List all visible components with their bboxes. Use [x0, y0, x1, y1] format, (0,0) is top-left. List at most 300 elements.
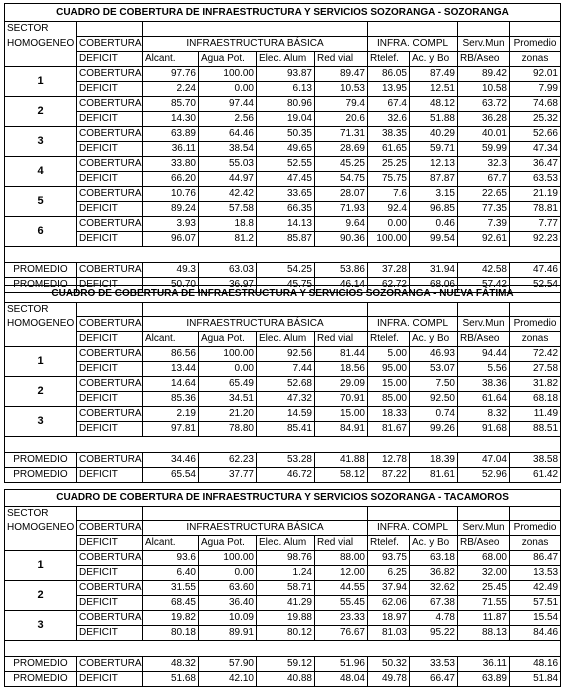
cell-elec-alum: 47.45 [257, 172, 315, 187]
cell-agua-pot: 63.60 [199, 581, 257, 596]
cell-ac-y-bo: 36.82 [410, 566, 458, 581]
cell-promedio-zonas: 15.54 [510, 611, 561, 626]
cell-alcant: 19.82 [143, 611, 199, 626]
cell-rtelef: 85.00 [368, 392, 410, 407]
table-row [5, 172, 561, 187]
cell-alcant: 93.6 [143, 551, 199, 566]
row-type: DEFICIT [77, 232, 143, 247]
header-zonas: zonas [510, 536, 561, 551]
table-row [5, 217, 561, 232]
cell-rtelef: 62.06 [368, 596, 410, 611]
cell-elec-alum: 53.28 [257, 453, 315, 468]
header-alcant: Alcant. [143, 332, 199, 347]
table-row [5, 67, 561, 82]
cell-rtelef: 18.97 [368, 611, 410, 626]
cell-agua-pot: 37.77 [199, 468, 257, 483]
cell-promedio-zonas: 31.82 [510, 377, 561, 392]
blank-row [5, 641, 561, 657]
cell-red-vial: 90.36 [315, 232, 368, 247]
cell-red-vial: 71.31 [315, 127, 368, 142]
cell-alcant: 31.55 [143, 581, 199, 596]
cell-rtelef: 37.28 [368, 263, 410, 278]
cell-rb-aseo: 5.56 [458, 362, 510, 377]
cell-promedio-zonas: 78.81 [510, 202, 561, 217]
table-row [5, 422, 561, 437]
cell-elec-alum: 93.87 [257, 67, 315, 82]
cell-elec-alum: 14.13 [257, 217, 315, 232]
sector-number: 2 [5, 581, 77, 611]
cell-ac-y-bo: 31.94 [410, 263, 458, 278]
cell-rb-aseo: 10.58 [458, 82, 510, 97]
table-title: CUADRO DE COBERTURA DE INFRAESTRUCTURA Y SERVICIOS SOZORANGA - NUEVA FÁTIMA [5, 286, 561, 303]
cell-red-vial: 55.45 [315, 596, 368, 611]
cell-agua-pot: 63.03 [199, 263, 257, 278]
cell-agua-pot: 0.00 [199, 82, 257, 97]
cell-alcant: 85.36 [143, 392, 199, 407]
table-tacamoros [4, 489, 561, 687]
row-type: DEFICIT [77, 672, 143, 687]
cell-alcant: 97.81 [143, 422, 199, 437]
cell-elec-alum: 98.76 [257, 551, 315, 566]
row-type: COBERTURA [77, 347, 143, 362]
cell-rb-aseo: 71.55 [458, 596, 510, 611]
promedio-label: PROMEDIO [5, 263, 77, 278]
table-row [5, 581, 561, 596]
cell-red-vial: 53.86 [315, 263, 368, 278]
cell-red-vial: 54.75 [315, 172, 368, 187]
cell-ac-y-bo: 99.54 [410, 232, 458, 247]
cell-alcant: 3.93 [143, 217, 199, 232]
cell-rb-aseo: 11.87 [458, 611, 510, 626]
cell-rtelef: 92.4 [368, 202, 410, 217]
cell-promedio-zonas: 25.32 [510, 112, 561, 127]
cell-agua-pot: 10.09 [199, 611, 257, 626]
row-type: DEFICIT [77, 278, 143, 293]
cell-promedio-zonas: 92.01 [510, 67, 561, 82]
promedio-row [5, 453, 561, 468]
cell-agua-pot: 65.49 [199, 377, 257, 392]
cell-rtelef: 61.65 [368, 142, 410, 157]
header-red-vial: Red vial [315, 332, 368, 347]
table-row [5, 551, 561, 566]
header-rtelef: Rtelef. [368, 332, 410, 347]
table-row [5, 202, 561, 217]
cell-rb-aseo: 7.39 [458, 217, 510, 232]
cell-agua-pot: 57.90 [199, 657, 257, 672]
cell-agua-pot: 44.97 [199, 172, 257, 187]
cell-red-vial: 76.67 [315, 626, 368, 641]
cell-agua-pot: 89.91 [199, 626, 257, 641]
cell-agua-pot: 64.46 [199, 127, 257, 142]
cell-elec-alum: 52.55 [257, 157, 315, 172]
header-cobertura: COBERTURA [77, 317, 143, 332]
table-row [5, 232, 561, 247]
cell-agua-pot: 62.23 [199, 453, 257, 468]
cell-promedio-zonas: 92.23 [510, 232, 561, 247]
header-deficit: DEFICIT [77, 332, 143, 347]
cell-elec-alum: 33.65 [257, 187, 315, 202]
sector-number: 3 [5, 127, 77, 157]
cell-promedio-zonas: 21.19 [510, 187, 561, 202]
cell-promedio-zonas: 42.49 [510, 581, 561, 596]
cell-promedio-zonas: 36.47 [510, 157, 561, 172]
cell-red-vial: 23.33 [315, 611, 368, 626]
cell-alcant: 49.3 [143, 263, 199, 278]
cell-elec-alum: 66.35 [257, 202, 315, 217]
header-deficit: DEFICIT [77, 52, 143, 67]
table-row [5, 97, 561, 112]
header-deficit: DEFICIT [77, 536, 143, 551]
table-row [5, 626, 561, 641]
header-red-vial: Red vial [315, 52, 368, 67]
cell-red-vial: 44.55 [315, 581, 368, 596]
cell-rtelef: 12.78 [368, 453, 410, 468]
cell-red-vial: 15.00 [315, 407, 368, 422]
cell-promedio-zonas: 52.54 [510, 278, 561, 293]
header-rtelef: Rtelef. [368, 536, 410, 551]
header-agua-pot: Agua Pot. [199, 332, 257, 347]
cell-red-vial: 58.12 [315, 468, 368, 483]
cell-ac-y-bo: 4.78 [410, 611, 458, 626]
header-cobertura: COBERTURA [77, 37, 143, 52]
table-row [5, 82, 561, 97]
row-type: COBERTURA [77, 581, 143, 596]
cell-red-vial: 29.09 [315, 377, 368, 392]
header-serv-mun: Serv.Mun [458, 317, 510, 332]
cell-red-vial: 51.96 [315, 657, 368, 672]
cell-ac-y-bo: 7.50 [410, 377, 458, 392]
cell-elec-alum: 92.56 [257, 347, 315, 362]
cell-ac-y-bo: 95.22 [410, 626, 458, 641]
promedio-row [5, 657, 561, 672]
cell-rtelef: 0.00 [368, 217, 410, 232]
row-type: COBERTURA [77, 157, 143, 172]
header-ac-y-bo: Ac. y Bo [410, 52, 458, 67]
table-row [5, 362, 561, 377]
cell-alcant: 6.40 [143, 566, 199, 581]
header-elec-alum: Elec. Alum [257, 536, 315, 551]
cell-agua-pot: 42.42 [199, 187, 257, 202]
cell-rb-aseo: 36.28 [458, 112, 510, 127]
cell-elec-alum: 85.41 [257, 422, 315, 437]
table-row [5, 377, 561, 392]
cell-ac-y-bo: 92.50 [410, 392, 458, 407]
cell-red-vial: 28.07 [315, 187, 368, 202]
cell-rtelef: 38.35 [368, 127, 410, 142]
row-type: COBERTURA [77, 263, 143, 278]
cell-rtelef: 6.25 [368, 566, 410, 581]
cell-ac-y-bo: 0.74 [410, 407, 458, 422]
cell-elec-alum: 80.96 [257, 97, 315, 112]
promedio-row [5, 263, 561, 278]
header-sector: SECTOR [5, 22, 77, 37]
cell-ac-y-bo: 48.12 [410, 97, 458, 112]
header-infra-basica: INFRAESTRUCTURA BÁSICA [143, 521, 368, 536]
header-zonas: zonas [510, 52, 561, 67]
cell-alcant: 14.30 [143, 112, 199, 127]
row-type: COBERTURA [77, 611, 143, 626]
header-rb-aseo: RB/Aseo [458, 332, 510, 347]
cell-red-vial: 41.88 [315, 453, 368, 468]
cell-alcant: 96.07 [143, 232, 199, 247]
cell-alcant: 65.54 [143, 468, 199, 483]
cell-red-vial: 88.00 [315, 551, 368, 566]
cell-rtelef: 100.00 [368, 232, 410, 247]
header-sector: SECTOR [5, 507, 77, 521]
cell-elec-alum: 45.75 [257, 278, 315, 293]
cell-elec-alum: 47.32 [257, 392, 315, 407]
cell-rtelef: 15.00 [368, 377, 410, 392]
cell-agua-pot: 2.56 [199, 112, 257, 127]
cell-alcant: 85.70 [143, 97, 199, 112]
cell-rtelef: 81.03 [368, 626, 410, 641]
cell-promedio-zonas: 84.46 [510, 626, 561, 641]
cell-promedio-zonas: 61.42 [510, 468, 561, 483]
promedio-label: PROMEDIO [5, 468, 77, 483]
sector-number: 4 [5, 157, 77, 187]
cell-agua-pot: 57.58 [199, 202, 257, 217]
header-promedio: Promedio [510, 317, 561, 332]
header-infra-basica: INFRAESTRUCTURA BÁSICA [143, 37, 368, 52]
cell-promedio-zonas: 63.53 [510, 172, 561, 187]
cell-rb-aseo: 38.36 [458, 377, 510, 392]
cell-rb-aseo: 68.00 [458, 551, 510, 566]
cell-elec-alum: 6.13 [257, 82, 315, 97]
table-row [5, 596, 561, 611]
cell-rtelef: 37.94 [368, 581, 410, 596]
table-nueva-fatima [4, 285, 561, 483]
cell-alcant: 86.56 [143, 347, 199, 362]
cell-rtelef: 62.72 [368, 278, 410, 293]
header-agua-pot: Agua Pot. [199, 536, 257, 551]
cell-rtelef: 93.75 [368, 551, 410, 566]
cell-rtelef: 32.6 [368, 112, 410, 127]
cell-rb-aseo: 22.65 [458, 187, 510, 202]
cell-red-vial: 89.47 [315, 67, 368, 82]
cell-alcant: 51.68 [143, 672, 199, 687]
cell-promedio-zonas: 7.99 [510, 82, 561, 97]
cell-rb-aseo: 47.04 [458, 453, 510, 468]
cell-rtelef: 50.32 [368, 657, 410, 672]
header-homogeneo: HOMOGENEO [5, 521, 77, 536]
header-infra-compl: INFRA. COMPL [368, 37, 458, 52]
cell-agua-pot: 97.44 [199, 97, 257, 112]
cell-rb-aseo: 25.45 [458, 581, 510, 596]
cell-ac-y-bo: 46.93 [410, 347, 458, 362]
promedio-label: PROMEDIO [5, 453, 77, 468]
row-type: COBERTURA [77, 97, 143, 112]
cell-alcant: 89.24 [143, 202, 199, 217]
cell-rb-aseo: 57.42 [458, 278, 510, 293]
cell-rtelef: 13.95 [368, 82, 410, 97]
cell-promedio-zonas: 52.66 [510, 127, 561, 142]
cell-red-vial: 81.44 [315, 347, 368, 362]
table-sozoranga [4, 3, 561, 293]
cell-elec-alum: 85.87 [257, 232, 315, 247]
header-infra-compl: INFRA. COMPL [368, 317, 458, 332]
table-row [5, 187, 561, 202]
cell-promedio-zonas: 68.18 [510, 392, 561, 407]
header-elec-alum: Elec. Alum [257, 332, 315, 347]
cell-ac-y-bo: 63.18 [410, 551, 458, 566]
cell-promedio-zonas: 48.16 [510, 657, 561, 672]
cell-elec-alum: 40.88 [257, 672, 315, 687]
cell-rtelef: 95.00 [368, 362, 410, 377]
promedio-row [5, 468, 561, 483]
cell-elec-alum: 19.04 [257, 112, 315, 127]
cell-red-vial: 79.4 [315, 97, 368, 112]
cell-alcant: 10.76 [143, 187, 199, 202]
cell-red-vial: 45.25 [315, 157, 368, 172]
table-title: CUADRO DE COBERTURA DE INFRAESTRUCTURA Y SERVICIOS SOZORANGA - TACAMOROS [5, 490, 561, 507]
cell-promedio-zonas: 72.42 [510, 347, 561, 362]
row-type: COBERTURA [77, 407, 143, 422]
cell-rb-aseo: 61.64 [458, 392, 510, 407]
blank-row [5, 247, 561, 263]
cell-rb-aseo: 36.11 [458, 657, 510, 672]
table-row [5, 611, 561, 626]
cell-ac-y-bo: 67.38 [410, 596, 458, 611]
cell-rtelef: 75.75 [368, 172, 410, 187]
cell-agua-pot: 34.51 [199, 392, 257, 407]
header-alcant: Alcant. [143, 52, 199, 67]
sector-number: 2 [5, 377, 77, 407]
table-row [5, 407, 561, 422]
row-type: DEFICIT [77, 596, 143, 611]
header-sector: SECTOR [5, 303, 77, 317]
cell-elec-alum: 80.12 [257, 626, 315, 641]
sector-number: 5 [5, 187, 77, 217]
header-elec-alum: Elec. Alum [257, 52, 315, 67]
table-row [5, 157, 561, 172]
cell-ac-y-bo: 66.47 [410, 672, 458, 687]
sector-number: 2 [5, 97, 77, 127]
cell-agua-pot: 81.2 [199, 232, 257, 247]
cell-rb-aseo: 63.72 [458, 97, 510, 112]
cell-promedio-zonas: 38.58 [510, 453, 561, 468]
row-type: DEFICIT [77, 422, 143, 437]
header-rtelef: Rtelef. [368, 52, 410, 67]
cell-promedio-zonas: 27.58 [510, 362, 561, 377]
cell-rtelef: 25.25 [368, 157, 410, 172]
row-type: COBERTURA [77, 551, 143, 566]
header-rb-aseo: RB/Aseo [458, 536, 510, 551]
cell-rb-aseo: 77.35 [458, 202, 510, 217]
header-homogeneo: HOMOGENEO [5, 317, 77, 332]
cell-rb-aseo: 42.58 [458, 263, 510, 278]
row-type: DEFICIT [77, 172, 143, 187]
cell-promedio-zonas: 51.84 [510, 672, 561, 687]
promedio-label: PROMEDIO [5, 657, 77, 672]
cell-elec-alum: 52.68 [257, 377, 315, 392]
cell-ac-y-bo: 87.49 [410, 67, 458, 82]
header-ac-y-bo: Ac. y Bo [410, 332, 458, 347]
cell-elec-alum: 7.44 [257, 362, 315, 377]
cell-elec-alum: 19.88 [257, 611, 315, 626]
cell-ac-y-bo: 18.39 [410, 453, 458, 468]
cell-ac-y-bo: 87.87 [410, 172, 458, 187]
cell-red-vial: 46.14 [315, 278, 368, 293]
cell-ac-y-bo: 81.61 [410, 468, 458, 483]
cell-agua-pot: 100.00 [199, 67, 257, 82]
cell-agua-pot: 38.54 [199, 142, 257, 157]
cell-rb-aseo: 88.13 [458, 626, 510, 641]
cell-red-vial: 70.91 [315, 392, 368, 407]
cell-elec-alum: 14.59 [257, 407, 315, 422]
sector-number: 1 [5, 67, 77, 97]
row-type: COBERTURA [77, 453, 143, 468]
row-type: COBERTURA [77, 187, 143, 202]
table-title: CUADRO DE COBERTURA DE INFRAESTRUCTURA Y SERVICIOS SOZORANGA - SOZORANGA [5, 4, 561, 22]
cell-elec-alum: 1.24 [257, 566, 315, 581]
cell-elec-alum: 59.12 [257, 657, 315, 672]
row-type: COBERTURA [77, 217, 143, 232]
cell-red-vial: 84.91 [315, 422, 368, 437]
cell-rtelef: 7.6 [368, 187, 410, 202]
cell-alcant: 80.18 [143, 626, 199, 641]
cell-promedio-zonas: 47.46 [510, 263, 561, 278]
cell-elec-alum: 50.35 [257, 127, 315, 142]
cell-red-vial: 9.64 [315, 217, 368, 232]
cell-elec-alum: 58.71 [257, 581, 315, 596]
cell-rb-aseo: 40.01 [458, 127, 510, 142]
cell-rb-aseo: 32.00 [458, 566, 510, 581]
row-type: DEFICIT [77, 202, 143, 217]
cell-rb-aseo: 89.42 [458, 67, 510, 82]
cell-agua-pot: 18.8 [199, 217, 257, 232]
header-agua-pot: Agua Pot. [199, 52, 257, 67]
cell-alcant: 48.32 [143, 657, 199, 672]
header-zonas: zonas [510, 332, 561, 347]
row-type: DEFICIT [77, 392, 143, 407]
cell-promedio-zonas: 7.77 [510, 217, 561, 232]
cell-promedio-zonas: 88.51 [510, 422, 561, 437]
promedio-label: PROMEDIO [5, 672, 77, 687]
cell-agua-pot: 21.20 [199, 407, 257, 422]
cell-alcant: 63.89 [143, 127, 199, 142]
row-type: COBERTURA [77, 127, 143, 142]
header-infra-basica: INFRAESTRUCTURA BÁSICA [143, 317, 368, 332]
cell-promedio-zonas: 13.53 [510, 566, 561, 581]
cell-elec-alum: 41.29 [257, 596, 315, 611]
cell-rb-aseo: 63.89 [458, 672, 510, 687]
row-type: DEFICIT [77, 566, 143, 581]
row-type: DEFICIT [77, 112, 143, 127]
row-type: DEFICIT [77, 142, 143, 157]
cell-promedio-zonas: 74.68 [510, 97, 561, 112]
sector-number: 1 [5, 347, 77, 377]
cell-alcant: 33.80 [143, 157, 199, 172]
cell-red-vial: 48.04 [315, 672, 368, 687]
table-row [5, 142, 561, 157]
blank-row [5, 437, 561, 453]
table-row [5, 566, 561, 581]
cell-agua-pot: 100.00 [199, 347, 257, 362]
cell-alcant: 36.11 [143, 142, 199, 157]
cell-rb-aseo: 32.3 [458, 157, 510, 172]
header-cobertura: COBERTURA [77, 521, 143, 536]
cell-ac-y-bo: 68.06 [410, 278, 458, 293]
cell-alcant: 2.24 [143, 82, 199, 97]
cell-red-vial: 10.53 [315, 82, 368, 97]
cell-alcant: 34.46 [143, 453, 199, 468]
cell-elec-alum: 49.65 [257, 142, 315, 157]
header-rb-aseo: RB/Aseo [458, 52, 510, 67]
cell-agua-pot: 36.40 [199, 596, 257, 611]
cell-alcant: 68.45 [143, 596, 199, 611]
header-red-vial: Red vial [315, 536, 368, 551]
cell-alcant: 2.19 [143, 407, 199, 422]
